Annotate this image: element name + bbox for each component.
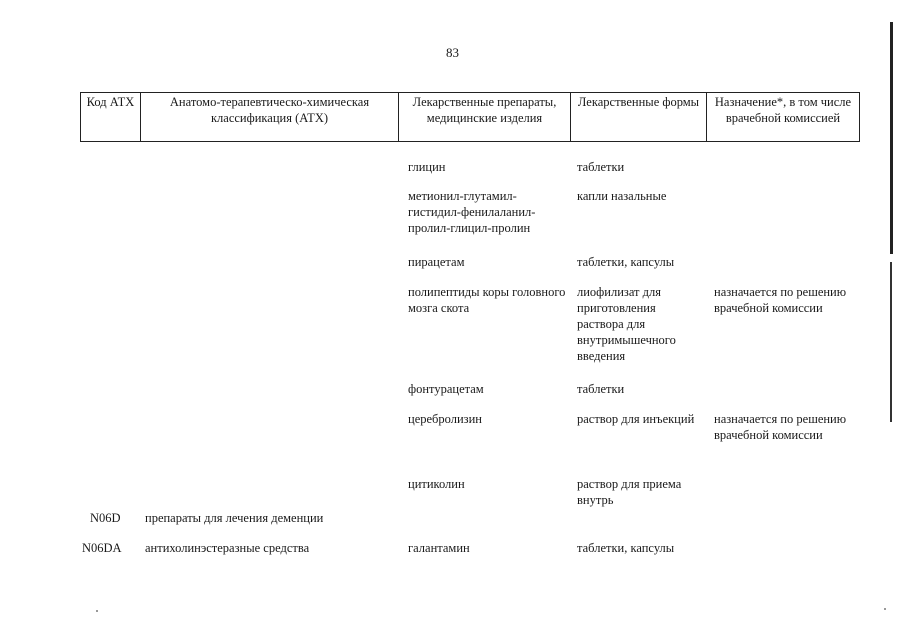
drug-cell: глицин bbox=[408, 160, 446, 174]
header-code: Код АТХ bbox=[81, 93, 141, 142]
scan-edge-line bbox=[890, 22, 893, 254]
drug-cell: метионил-глутамил-гистидил-фенилаланил-пролил-глицил-пролин bbox=[408, 189, 536, 235]
form-cell: таблетки bbox=[577, 160, 625, 174]
scan-speck bbox=[96, 610, 98, 612]
header-purpose: Назначение*, в том числе врачебной комиссией bbox=[707, 93, 860, 142]
scan-edge-line bbox=[890, 262, 892, 422]
code-cell: N06D bbox=[90, 511, 121, 525]
form-cell: капли назальные bbox=[577, 189, 667, 203]
drug-cell: полипептиды коры головного мозга скота bbox=[408, 285, 566, 315]
drug-cell: пирацетам bbox=[408, 255, 465, 269]
form-cell: раствор для приема внутрь bbox=[577, 477, 682, 507]
header-forms: Лекарственные формы bbox=[571, 93, 707, 142]
page-number: 83 bbox=[446, 45, 459, 60]
scan-speck bbox=[884, 608, 886, 610]
drug-cell: церебролизин bbox=[408, 412, 482, 426]
form-cell: раствор для инъекций bbox=[577, 412, 695, 426]
form-cell: таблетки bbox=[577, 382, 625, 396]
code-cell: N06DA bbox=[82, 541, 122, 555]
atx-cell: антихолинэстеразные средства bbox=[145, 541, 310, 555]
atx-cell: препараты для лечения деменции bbox=[145, 511, 324, 525]
note-cell: назначается по решению врачебной комиссии bbox=[714, 285, 847, 315]
table-header bbox=[80, 92, 860, 142]
header-drugs: Лекарственные препараты, медицинские изделия bbox=[399, 93, 571, 142]
drug-cell: цитиколин bbox=[408, 477, 465, 491]
header-atx: Анатомо-терапевтическо-химическая классификация (АТХ) bbox=[141, 93, 399, 142]
note-cell: назначается по решению врачебной комиссии bbox=[714, 412, 847, 442]
drug-cell: фонтурацетам bbox=[408, 382, 484, 396]
form-cell: таблетки, капсулы bbox=[577, 255, 675, 269]
drug-cell: галантамин bbox=[408, 541, 470, 555]
form-cell: таблетки, капсулы bbox=[577, 541, 675, 555]
form-cell: лиофилизат для приготовления раствора для внутримышечного введения bbox=[577, 285, 676, 363]
